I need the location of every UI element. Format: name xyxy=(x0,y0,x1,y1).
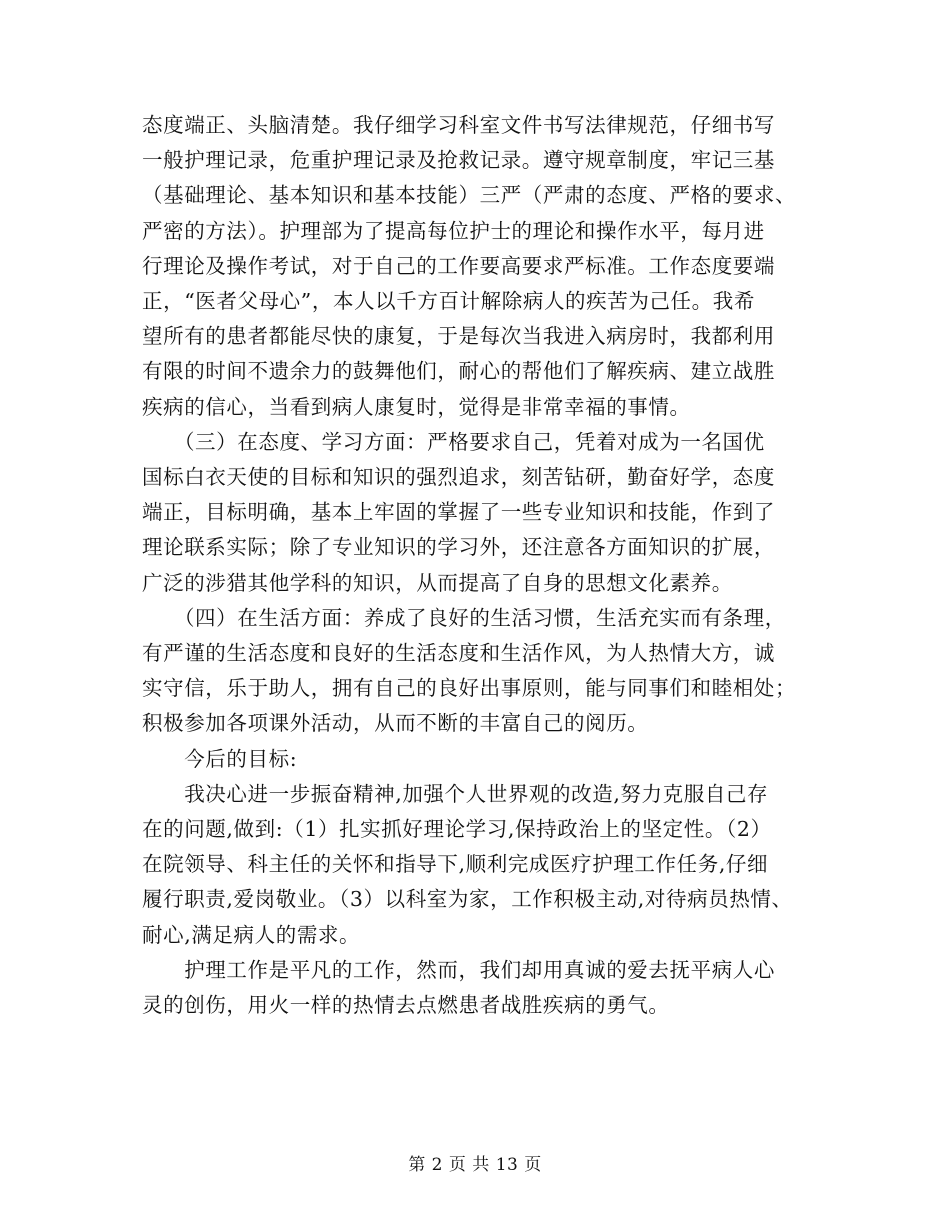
text-line: 严密的方法）。护理部为了提高每位护士的理论和操作水平，每月进 xyxy=(142,218,765,243)
text-line: 我决心进一步振奋精神,加强个人世界观的改造,努力克服自己存 xyxy=(142,781,769,806)
text-line: 望所有的患者都能尽快的康复，于是每次当我进入病房时，我都利用 xyxy=(142,324,775,349)
page-number-footer: 第 2 页 共 13 页 xyxy=(408,1155,542,1175)
text-line: 履行职责,爱岗敬业。（3）以科室为家，工作积极主动,对待病员热情、 xyxy=(142,887,793,912)
paragraph-conclusion xyxy=(142,953,842,1023)
text-line: 今后的目标: xyxy=(142,746,298,771)
text-line: 护理工作是平凡的工作，然而，我们却用真诚的爱去抚平病人心 xyxy=(142,957,775,982)
paragraph-study xyxy=(142,425,842,601)
document-body xyxy=(142,108,842,1023)
text-line: （四）在生活方面：养成了良好的生活习惯，生活充实而有条理， xyxy=(142,605,786,630)
text-line: 耐心,满足病人的需求。 xyxy=(142,922,361,947)
text-line: 态度端正、头脑清楚。我仔细学习科室文件书写法律规范，仔细书写 xyxy=(142,113,775,137)
text-line: 在院领导、科主任的关怀和指导下,顺利完成医疗护理工作任务,仔细 xyxy=(142,852,769,877)
text-line: 一般护理记录，危重护理记录及抢救记录。遵守规章制度，牢记三基 xyxy=(142,148,775,173)
paragraph-goals xyxy=(142,777,842,953)
text-line: （基础理论、基本知识和基本技能）三严（严肃的态度、严格的要求、 xyxy=(142,183,797,208)
text-line: （三）在态度、学习方面：严格要求自己，凭着对成为一名国优 xyxy=(142,429,765,454)
text-line: 有限的时间不遗余力的鼓舞他们，耐心的帮他们了解疾病、建立战胜 xyxy=(142,359,775,384)
paragraph-life xyxy=(142,601,842,742)
text-line: 端正，目标明确，基本上牢固的掌握了一些专业知识和技能，作到了 xyxy=(142,500,775,525)
text-line: 理论联系实际；除了专业知识的学习外，还注意各方面知识的扩展， xyxy=(142,535,775,560)
paragraph-duty-attitude xyxy=(142,108,842,425)
text-line: 有严谨的生活态度和良好的生活态度和生活作风，为人热情大方，诚 xyxy=(142,641,775,666)
section-heading-goals xyxy=(142,742,842,777)
text-line: 在的问题,做到:（1）扎实抓好理论学习,保持政治上的坚定性。（2） xyxy=(142,817,772,842)
text-line: 积极参加各项课外活动，从而不断的丰富自己的阅历。 xyxy=(142,711,649,736)
text-line: 广泛的涉猎其他学科的知识，从而提高了自身的思想文化素养。 xyxy=(142,570,733,595)
text-line: 灵的创伤，用火一样的热情去点燃患者战胜疾病的勇气。 xyxy=(142,993,670,1018)
text-line: 疾病的信心，当看到病人康复时，觉得是非常幸福的事情。 xyxy=(142,394,691,419)
text-line: 实守信，乐于助人，拥有自己的良好出事原则，能与同事们和睦相处； xyxy=(142,676,797,701)
text-line: 行理论及操作考试，对于自己的工作要高要求严标准。工作态度要端 xyxy=(142,253,775,278)
text-line: 正，“医者父母心”，本人以千方百计解除病人的疾苦为己任。我希 xyxy=(142,289,755,314)
text-line: 国标白衣天使的目标和知识的强烈追求，刻苦钻研，勤奋好学，态度 xyxy=(142,465,775,490)
